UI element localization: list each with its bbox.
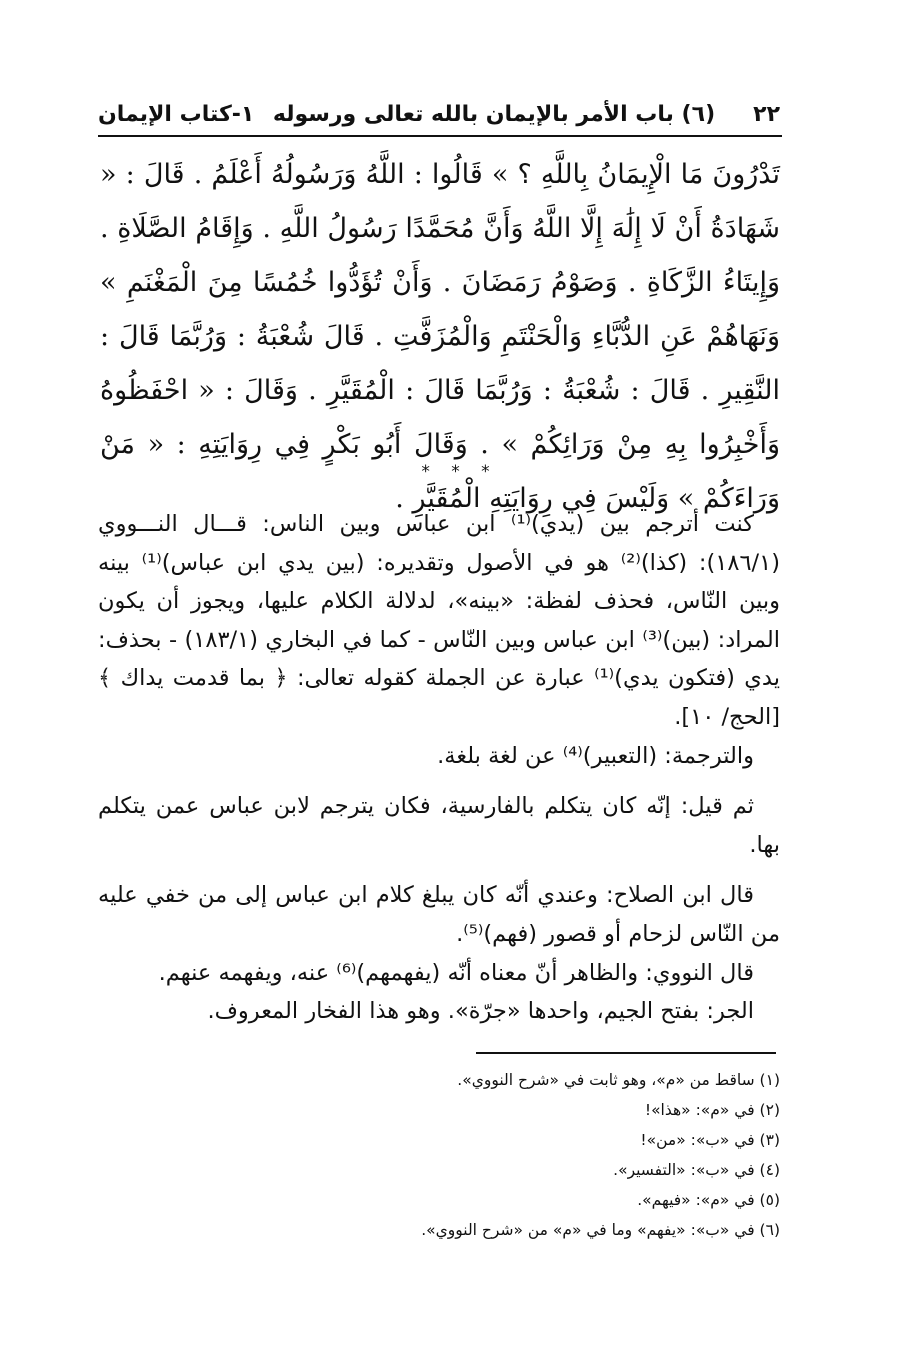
- footnote-rule: [476, 1052, 776, 1054]
- commentary-paragraph: كنت أترجم بين (يدي)⁽¹⁾ ابن عباس وبين الناس: قـــال النـــووي (١٨٦/١): (كذا)⁽²⁾ هو في الأصول وتقديره: (بين يدي ابن عباس)⁽¹⁾ بينه وبين النّاس، فحذف لفظة: «بينه»، لدلالة الكلام عليها، ويجوز أن يكون المراد: (بين)⁽³⁾ ابن عباس وبين النّاس - كما في البخاري (١٨٣/١) - بحذف: يدي (فتكون يدي)⁽¹⁾ عبارة عن الجملة كقوله تعالى: ﴿ بما قدمت يداك ﴾ [الحج/ ١٠].: [98, 511, 780, 730]
- commentary-paragraph: قال النووي: والظاهر أنّ معناه أنّه (يفهمهم)⁽⁶⁾ عنه، ويفهمه عنهم.: [158, 959, 754, 986]
- footnote: (١) ساقط من «م»، وهو ثابت في «شرح النووي».: [457, 1071, 780, 1089]
- footnote: (٣) في «ب»: «من»!: [640, 1131, 780, 1149]
- header-rule: [98, 135, 782, 137]
- footnote: (٦) في «ب»: «يفهم» وما في «م» من «شرح النووي».: [421, 1221, 780, 1239]
- commentary-paragraph: والترجمة: (التعبير)⁽⁴⁾ عن لغة بلغة.: [437, 742, 754, 769]
- commentary-paragraph: ثم قيل: إنّه كان يتكلم بالفارسية، فكان يترجم لابن عباس عمن يتكلم بها.: [98, 793, 780, 858]
- page-number: ٢٢: [753, 101, 780, 127]
- commentary-paragraph: الجر: بفتح الجيم، واحدها «جرّة». وهو هذا الفخار المعروف.: [207, 998, 754, 1025]
- running-header: [98, 96, 780, 132]
- footnote: (٤) في «ب»: «التفسير».: [613, 1161, 780, 1179]
- section-title: (٦) باب الأمر بالإيمان بالله تعالى ورسوله: [272, 101, 716, 127]
- book-title: ١-كتاب الإيمان: [98, 101, 255, 127]
- hadith-text: تَدْرُونَ مَا الْإِيمَانُ بِاللَّهِ ؟ » قَالُوا : اللَّهُ وَرَسُولُهُ أَعْلَمُ . قَالَ : « شَهَادَةُ أَنْ لَا إِلَٰهَ إِلَّا اللَّهُ وَأَنَّ مُحَمَّدًا رَسُولُ اللَّهِ . وَإِقَامُ الصَّلَاةِ . وَإِيتَاءُ الزَّكَاةِ . وَصَوْمُ رَمَضَانَ . وَأَنْ تُؤَدُّوا خُمُسًا مِنَ الْمَغْنَمِ » وَنَهَاهُمْ عَنِ الدُّبَّاءِ وَالْحَنْتَمِ وَالْمُزَفَّتِ . قَالَ شُعْبَةُ : وَرُبَّمَا قَالَ : النَّقِيرِ . قَالَ : شُعْبَةُ : وَرُبَّمَا قَالَ : الْمُقَيَّرِ . وَقَالَ : « احْفَظُوهُ وَأَخْبِرُوا بِهِ مِنْ وَرَائِكُمْ » . وَقَالَ أَبُو بَكْرٍ فِي رِوَايَتِهِ : « مَنْ وَرَاءَكُمْ » وَلَيْسَ فِي رِوَايَتِهِ الْمُقَيَّرِ .: [100, 159, 780, 514]
- commentary-paragraph: قال ابن الصلاح: وعندي أنّه كان يبلغ كلام ابن عباس إلى من خفي عليه من النّاس لزحام أو قصور (فهم)⁽⁵⁾.: [98, 882, 780, 947]
- footnotes: [200, 1065, 780, 1245]
- section-separator: * * *: [421, 462, 498, 482]
- footnote: (٢) في «م»: «هذا»!: [644, 1101, 780, 1119]
- commentary: [98, 505, 780, 1031]
- footnote: (٥) في «م»: «فيهم».: [637, 1191, 780, 1209]
